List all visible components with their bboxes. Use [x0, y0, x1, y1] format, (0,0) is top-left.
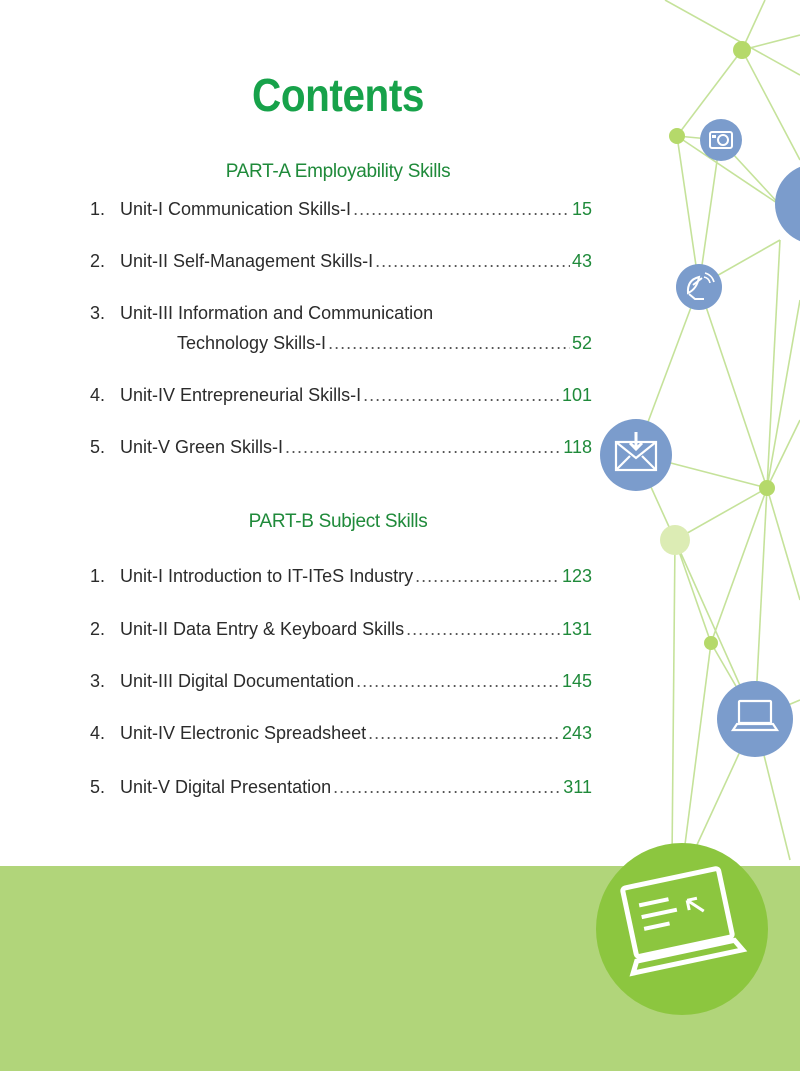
dot-leader	[363, 385, 560, 406]
toc-number: 1.	[90, 199, 106, 219]
dot-leader	[406, 619, 560, 640]
toc-label: Unit-III Information and Communication	[120, 303, 434, 323]
toc-label: Unit-II Self-Management Skills-I	[120, 251, 374, 271]
toc-page-number: 15	[571, 199, 592, 219]
toc-number: 4.	[90, 385, 106, 405]
toc-entry-continuation[interactable]	[177, 333, 592, 357]
toc-number: 3.	[90, 671, 106, 691]
page-title: Contents	[252, 69, 424, 121]
toc-entry[interactable]	[90, 566, 592, 590]
toc-page-number: 131	[561, 619, 592, 639]
toc-entry[interactable]	[90, 777, 592, 801]
toc-label: Unit-I Communication Skills-I	[120, 199, 352, 219]
toc-page-number: 243	[561, 723, 592, 743]
toc-entry[interactable]	[90, 671, 592, 695]
toc-entry[interactable]	[90, 385, 592, 409]
toc-page-number: 101	[561, 385, 592, 405]
toc-number: 2.	[90, 251, 106, 271]
dot-leader	[368, 723, 560, 744]
toc-label: Unit-V Green Skills-I	[120, 437, 284, 457]
toc-label: Unit-V Digital Presentation	[120, 777, 332, 797]
toc-page-number: 145	[561, 671, 592, 691]
part-a-heading: PART-A Employability Skills	[225, 161, 451, 182]
dot-leader	[353, 199, 570, 220]
toc-number: 5.	[90, 777, 106, 797]
blue-circle-decoration	[775, 164, 800, 244]
dot-leader	[356, 671, 560, 692]
toc-entry[interactable]	[90, 619, 592, 643]
toc-number: 4.	[90, 723, 106, 743]
toc-label: Unit-II Data Entry & Keyboard Skills	[120, 619, 405, 639]
email-download-icon	[599, 418, 673, 492]
computer-screen-icon	[595, 842, 769, 1016]
toc-page-number: 311	[563, 777, 592, 797]
dot-leader	[333, 777, 561, 798]
toc-label: Unit-III Digital Documentation	[120, 671, 355, 691]
toc-label: Technology Skills-I	[177, 333, 327, 353]
toc-label: Unit-IV Entrepreneurial Skills-I	[120, 385, 362, 405]
toc-entry[interactable]	[90, 251, 592, 275]
toc-page-number: 123	[561, 566, 592, 586]
toc-number: 5.	[90, 437, 106, 457]
satellite-dish-icon	[675, 263, 723, 311]
toc-entry[interactable]	[90, 437, 592, 461]
toc-entry[interactable]	[90, 303, 592, 327]
toc-page-number: 118	[563, 437, 592, 457]
toc-label: Unit-I Introduction to IT-ITeS Industry	[120, 566, 414, 586]
toc-number: 3.	[90, 303, 106, 323]
toc-number: 2.	[90, 619, 106, 639]
camera-icon	[699, 118, 743, 162]
toc-page-number: 43	[571, 251, 592, 271]
toc-entry[interactable]	[90, 199, 592, 223]
dot-leader	[415, 566, 560, 587]
part-b-heading: PART-B Subject Skills	[248, 511, 428, 532]
toc-label: Unit-IV Electronic Spreadsheet	[120, 723, 367, 743]
dot-leader	[375, 251, 570, 272]
toc-page-number: 52	[571, 333, 592, 353]
laptop-icon	[716, 680, 794, 758]
toc-number: 1.	[90, 566, 106, 586]
dot-leader	[285, 437, 561, 458]
toc-entry[interactable]	[90, 723, 592, 747]
dot-leader	[328, 333, 570, 354]
